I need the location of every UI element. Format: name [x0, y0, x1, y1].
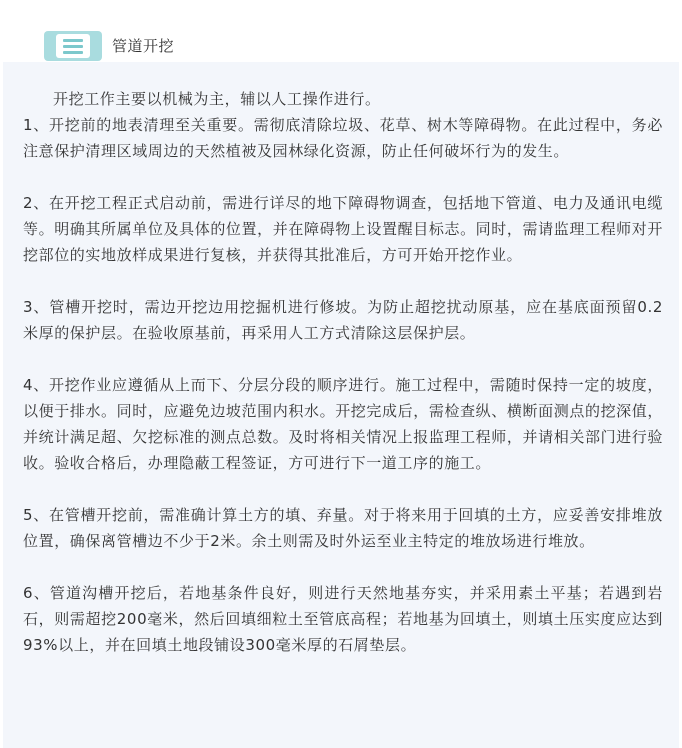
paragraph-5: 5、在管槽开挖前，需准确计算土方的填、弃量。对于将来用于回填的土方，应妥善安排堆放位置，确保离管槽边不少于2米。余土则需及时外运至业主特定的堆放场进行堆放。 [23, 506, 663, 550]
paragraph-spacer [23, 346, 679, 372]
menu-line [63, 51, 83, 54]
paragraph-spacer [23, 554, 679, 580]
menu-badge [44, 31, 102, 61]
paragraph-spacer [23, 476, 679, 502]
menu-line [63, 39, 83, 42]
article-body [3, 62, 679, 748]
menu-line [63, 45, 83, 48]
section-title: 管道开挖 [112, 37, 175, 55]
paragraph-2: 2、在开挖工程正式启动前，需进行详尽的地下障碍物调查，包括地下管道、电力及通讯电缆等。明确其所属单位及具体的位置，并在障碍物上设置醒目标志。同时，需请监理工程师对开挖部位的实地放样成果进行复核，并获得其批准后，方可开始开挖作业。 [23, 194, 663, 264]
paragraph-spacer [23, 164, 679, 190]
paragraph-4: 4、开挖作业应遵循从上而下、分层分段的顺序进行。施工过程中，需随时保持一定的坡度，以便于排水。同时，应避免边坡范围内积水。开挖完成后，需检查纵、横断面测点的挖深值，并统计满足超、欠挖标准的测点总数。及时将相关情况上报监理工程师，并请相关部门进行验收。验收合格后，办理隐蔽工程签证，方可进行下一道工序的施工。 [23, 376, 663, 472]
hamburger-menu-icon [56, 34, 90, 58]
section-header [0, 0, 682, 62]
paragraph-spacer [23, 268, 679, 294]
paragraph-6: 6、管道沟槽开挖后，若地基条件良好，则进行天然地基夯实，并采用素土平基；若遇到岩石，则需超挖200毫米，然后回填细粒土至管底高程；若地基为回填土，则填土压实度应达到93%以上，并在回填土地段铺设300毫米厚的石屑垫层。 [23, 584, 663, 654]
intro-paragraph: 开挖工作主要以机械为主，辅以人工操作进行。 [53, 90, 381, 108]
paragraph-1: 1、开挖前的地表清理至关重要。需彻底清除垃圾、花草、树木等障碍物。在此过程中，务必注意保护清理区域周边的天然植被及园林绿化资源，防止任何破坏行为的发生。 [23, 116, 663, 160]
paragraph-3: 3、管槽开挖时，需边开挖边用挖掘机进行修坡。为防止超挖扰动原基，应在基底面预留0.2米厚的保护层。在验收原基前，再采用人工方式清除这层保护层。 [23, 298, 663, 342]
